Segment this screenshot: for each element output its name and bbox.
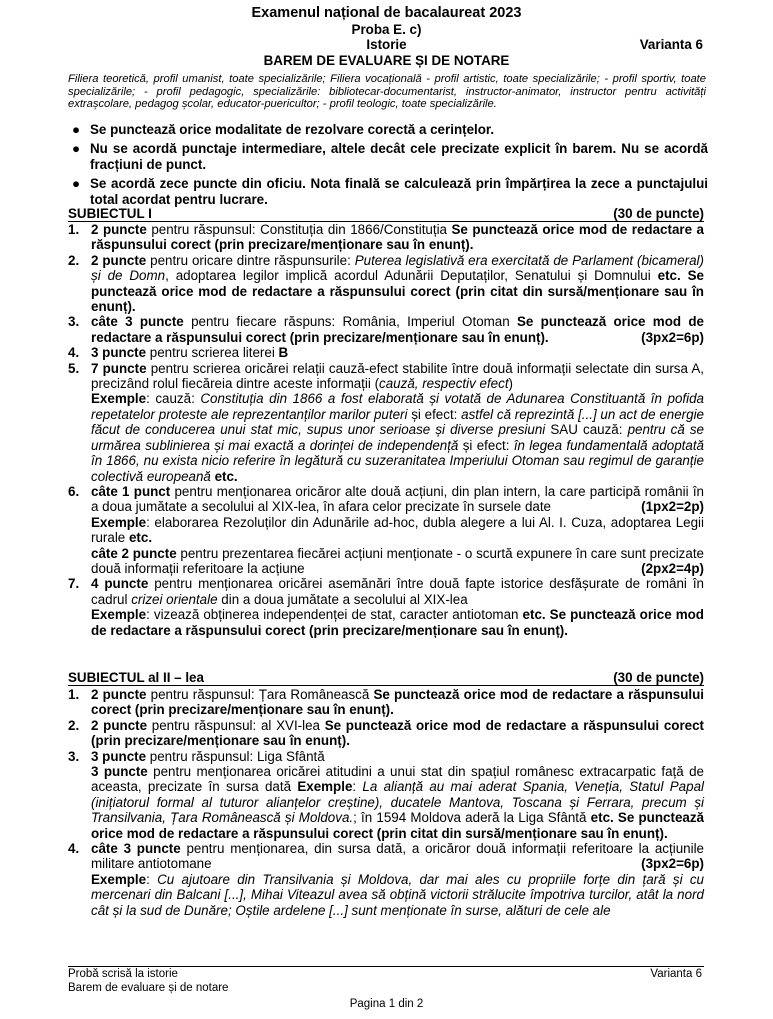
footer-line-2: Barem de evaluare și de notare [68, 981, 229, 994]
subject-1-heading [68, 206, 704, 222]
bullet-icon: ● [72, 122, 81, 137]
list-item: 4. 3 puncte pentru scrierea literei B [68, 345, 289, 361]
list-item: 2. 2 puncte pentru răspunsul: al XVI-lea Se punctează orice mod de redactare a răspunsului corect (prin precizare/menționare sau în enunț). [68, 717, 705, 749]
general-rules [68, 122, 708, 211]
list-item: 5. 7 puncte pentru scrierea oricărei relații cauză-efect stabilite între două informații selectate din sursa A, precizând rolul fiecăreia dintre aceste informații (cauză, respectiv efect) Exemple: cauză: Constituția din 1866 a fost elaborată și votată de Adunarea Constituantă în pofida repetatelor proteste ale reprezentanților marilor puteri și efect: astfel că reprezintă [...] un act de energie făcut de conducerea unui stat mic, supus unor serioase și diverse presiuni SAU cauză: pentru că se urmărea sublinierea și mai exactă a dorinței de independență și efect: în legea fundamentală adoptată în 1866, nu exista nicio referire în legătură cu suzeranitatea Imperiului Otoman sau regimul de garanție colectivă europeană etc. [68, 360, 705, 484]
score-label: (3px2=6p) [641, 329, 704, 345]
list-item: 1. 2 puncte pentru răspunsul: Constituția din 1866/Constituția Se punctează orice mod de redactare a răspunsului corect (prin precizare/menționare sau în enunț). [68, 222, 704, 253]
subject-1-title: SUBIECTUL I [68, 206, 152, 221]
exam-title: Examenul național de bacalaureat 2023 [251, 5, 522, 21]
bullet-icon: ● [72, 141, 81, 156]
list-item: 4. câte 3 puncte pentru menționarea, din sursa dată, a oricăror două informații referitoare la acțiunile militare antiotomane (3px2=6p) Exemple: Cu ajutoare din Transilvania și Moldova, dar mai ales cu propriile forțe din țară și cu mercenari din Balcani [...], Mihai Viteazul avea să obțină victorii strălucite împotriva turcilor, atât la nord cât și la sud de Dunăre; Oștile ardelene [...] sunt menționate în surse, alături de cele ale [68, 841, 704, 918]
subject-2-items [68, 687, 704, 918]
rule-item: ● Se acordă zece puncte din oficiu. Nota finală se calculează prin împărțirea la zece a punctajului total acordat pentru lucrare. [72, 176, 708, 207]
rule-item: ● Se punctează orice modalitate de rezolvare corectă a cerințelor. [72, 122, 495, 137]
footer-varianta: Varianta 6 [650, 968, 702, 980]
rule-item: ● Nu se acordă punctaje intermediare, altele decât cele precizate explicit în barem. Nu se acordă fracțiuni de punct. [72, 141, 708, 172]
subject-2-points: (30 de puncte) [613, 670, 704, 685]
score-label: (3px2=6p) [641, 856, 704, 872]
score-label: (2px2=4p) [641, 560, 704, 576]
subject-2-title: SUBIECTUL al II – lea [68, 670, 204, 685]
list-item: 1. 2 puncte pentru răspunsul: Țara Românească Se punctează orice mod de redactare a răspunsului corect (prin precizare/menționare sau în enunț). [68, 687, 704, 718]
subject-label: Istorie [366, 37, 407, 52]
barem-title: BAREM DE EVALUARE ȘI DE NOTARE [263, 53, 510, 68]
proba-label: Proba E. c) [351, 22, 422, 37]
list-item: 6. câte 1 punct pentru menționarea oricăror alte două acțiuni, din plan intern, la care participă românii în a doua jumătate a secolului al XIX-lea, în afara celor precizate în sursele date (1px2=2p) Exemple: elaborarea Rezoluților din Adunările ad-hoc, dubla alegere a lui Al. I. Cuza, adoptarea Legii rurale etc. câte 2 puncte pentru prezentarea fiecărei acțiuni menționate - o scurtă expunere în care sunt precizate două informații referitoare la acțiune (2px2=4p) [68, 483, 705, 576]
score-label: (1px2=2p) [641, 499, 704, 515]
footer-line-1: Probă scrisă la istorie [68, 968, 178, 980]
filiera-text: Filiera teoretică, profil umanist, toate specializările; Filiera vocațională - profil artistic, toate specializările; - profil sportiv, toate specializările; - profil pedagogic, specializările: bibliotecar-documentarist, instructor-animator, instructor pentru activități extrașcolare, pedagog școlar, educator-puericultor; - profil teologic, toate specializările. [68, 73, 706, 111]
page-footer [68, 966, 704, 995]
bullet-icon: ● [72, 176, 81, 191]
list-item: 2. 2 puncte pentru oricare dintre răspunsurile: Puterea legislativă era exercitată de Parlament (bicameral) și de Domn, adoptarea legilor implică acordul Adunării Deputaților, Senatului și Domnului etc. Se punctează orice mod de redactare a răspunsului corect (prin citat din sursă/menționare sau în enunț). [68, 252, 704, 315]
list-item: 3. câte 3 puncte pentru fiecare răspuns: România, Imperiul Otoman Se punctează orice mod de redactare a răspunsului corect (prin precizare/menționare sau în enunț). (3px2=6p) [68, 314, 704, 345]
varianta-label: Varianta 6 [639, 37, 703, 52]
list-item: 3. 3 puncte pentru răspunsul: Liga Sfântă 3 puncte pentru menționarea oricărei atitudini a unui stat din spațiul românesc extracarpatic față de aceasta, precizate în sursa dată Exemple: La alianță au mai aderat Spania, Veneția, Statul Papal (inițiatorul formal al tuturor alianțelor creștine), ducatele Mantova, Toscana și Ferrara, precum și Transilvania, Țara Românească și Moldova.; în 1594 Moldova aderă la Liga Sfântă etc. Se punctează orice mod de redactare a răspunsului corect (prin citat din sursă/menționare sau în enunț). [68, 748, 705, 841]
subject-1-points: (30 de puncte) [613, 206, 704, 221]
subject-1-items [68, 222, 704, 638]
page-number: Pagina 1 din 2 [349, 998, 424, 1010]
subject-2-heading [68, 670, 704, 686]
list-item: 7. 4 puncte pentru menționarea oricărei asemănări între două fapte istorice desfășurate de români în cadrul crizei orientale din a doua jumătate a secolului al XIX-lea Exemple: vizează obținerea independenței de stat, caracter antiotoman etc. Se punctează orice mod de redactare a răspunsului corect (prin precizare/menționare sau în enunț). [68, 576, 705, 638]
